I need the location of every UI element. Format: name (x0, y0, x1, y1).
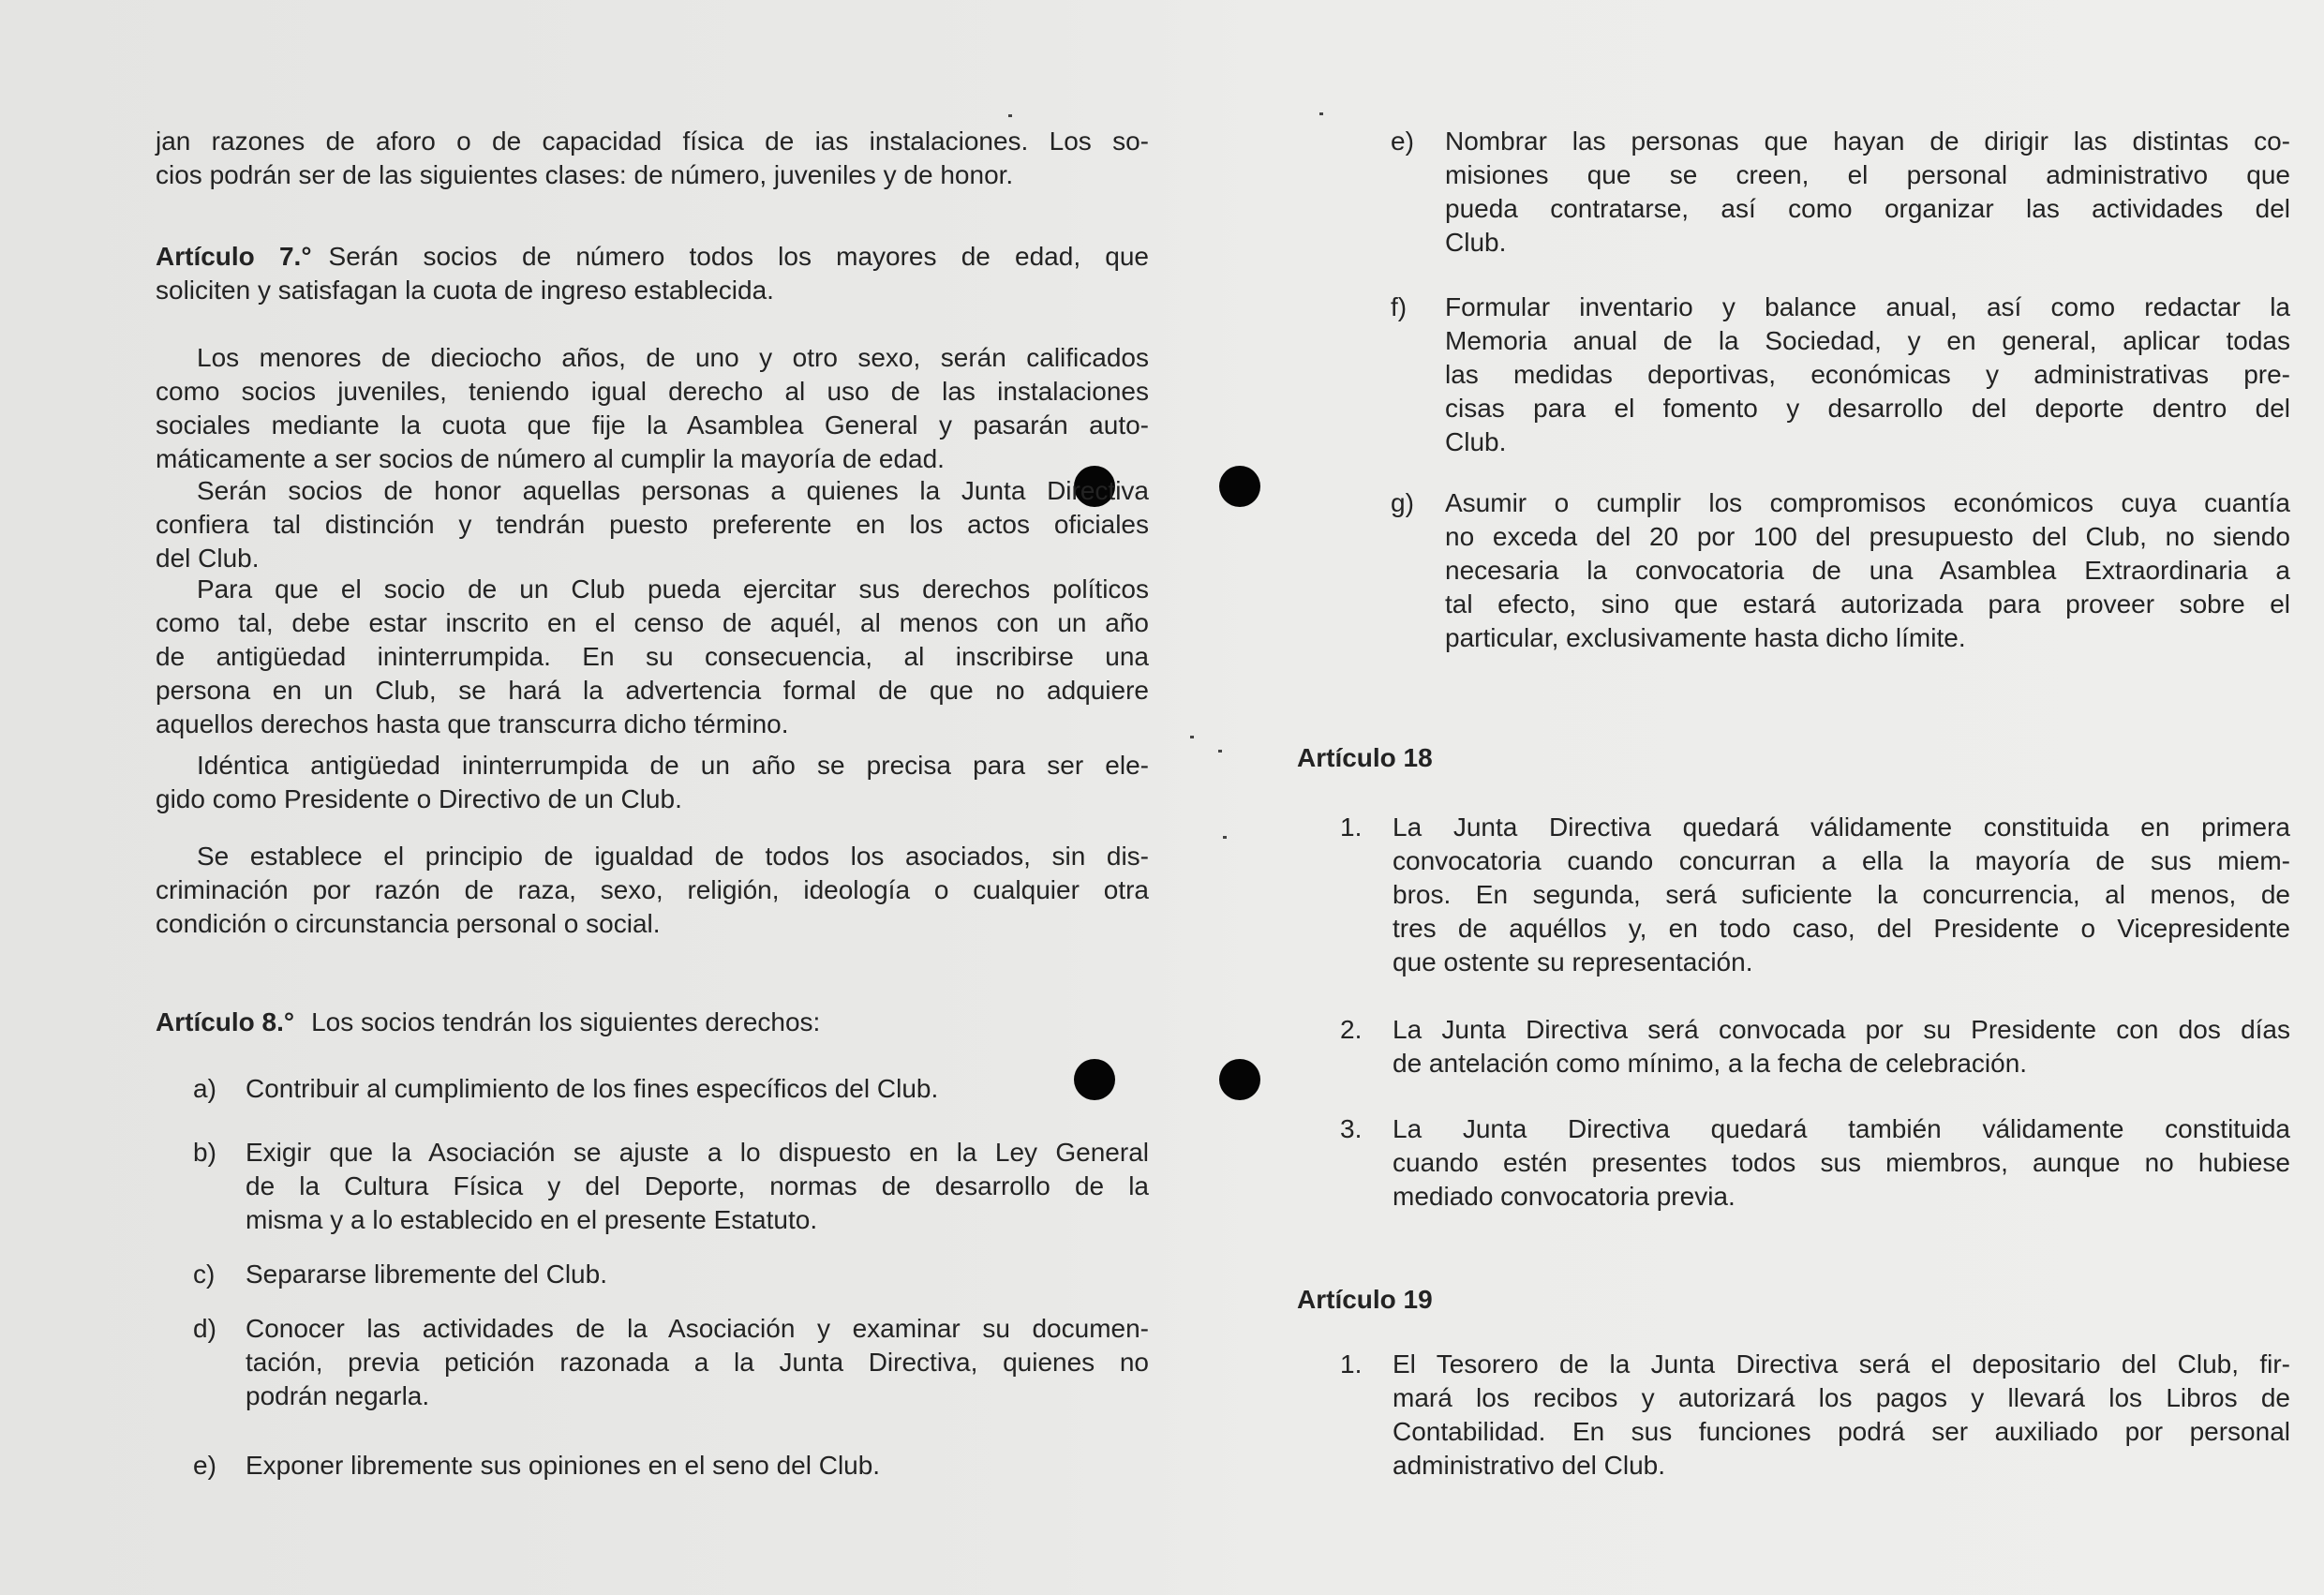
text-line: La Junta Directiva quedará también válidamente constituida (1393, 1114, 2290, 1143)
list-marker: c) (193, 1260, 216, 1289)
paragraph (156, 749, 1149, 816)
list-item (1340, 811, 2290, 979)
text-line: del Club. (156, 544, 260, 573)
scan-speck (1190, 736, 1194, 738)
text-line: Se establece el principio de igualdad de todos los asociados, sin dis- (197, 842, 1149, 871)
text-line: aquellos derechos hasta que transcurra dicho término. (156, 709, 789, 738)
scan-speck (1008, 114, 1012, 117)
text-line: Contabilidad. En sus funciones podrá ser auxiliado por personal (1393, 1417, 2290, 1446)
text-line: las medidas deportivas, económicas y administrativas pre- (1445, 360, 2290, 389)
text-line: Club. (1445, 228, 1507, 257)
text-line: tal efecto, sino que estará autorizada para proveer sobre el (1445, 589, 2290, 619)
paragraph (156, 125, 1149, 192)
text-line: persona en un Club, se hará la advertencia formal de que no adquiere (156, 676, 1149, 705)
punch-hole (1219, 1059, 1260, 1100)
list-item (193, 1136, 1149, 1237)
list-item-text (1393, 1348, 2290, 1483)
text-line: Exponer libremente sus opiniones en el seno del Club. (246, 1451, 881, 1480)
text-line: sociales mediante la cuota que fije la Asamblea General y pasarán auto- (156, 410, 1149, 440)
text-line: Memoria anual de la Sociedad, y en general, aplicar todas (1445, 326, 2290, 355)
list-marker: e) (193, 1451, 216, 1480)
text-line (156, 1006, 1149, 1039)
text-line: bros. En segunda, será suficiente la concurrencia, al menos, de (1393, 880, 2290, 909)
list-item (193, 1258, 1149, 1291)
text-line: Serán socios de honor aquellas personas a quienes la Junta Directiva (197, 476, 1149, 505)
article-paragraph (156, 1006, 1149, 1039)
text-line: cisas para el fomento y desarrollo del deporte dentro del (1445, 394, 2290, 423)
text-line: de antigüedad ininterrumpida. En su consecuencia, al inscribirse una (156, 642, 1149, 671)
text-line: Contribuir al cumplimiento de los fines específicos del Club. (246, 1074, 939, 1103)
text-line (156, 240, 1149, 274)
text-line: Conocer las actividades de la Asociación y examinar su documen- (246, 1314, 1149, 1343)
text-line: tación, previa petición razonada a la Junta Directiva, quienes no (246, 1348, 1149, 1377)
list-item-text (1445, 291, 2290, 459)
list-item (1340, 1013, 2290, 1081)
text-line: La Junta Directiva quedará válidamente constituida en primera (1393, 812, 2290, 842)
list-marker: b) (193, 1138, 216, 1167)
text-line-content: Los socios tendrán los siguientes derechos: (311, 1007, 821, 1036)
article-heading: Artículo 7.° (156, 242, 312, 271)
text-line: administrativo del Club. (1393, 1451, 1666, 1480)
list-item (193, 1312, 1149, 1413)
text-line: Club. (1445, 427, 1507, 456)
text-line: Idéntica antigüedad ininterrumpida de un año se precisa para ser ele- (197, 751, 1149, 780)
list-item (1391, 125, 2290, 260)
article-paragraph (156, 240, 1149, 307)
list-item (1391, 291, 2290, 459)
list-marker: 2. (1340, 1015, 1363, 1044)
list-item (193, 1072, 1149, 1106)
list-marker: g) (1391, 488, 1414, 517)
text-line: como tal, debe estar inscrito en el censo de aquél, al menos con un año (156, 608, 1149, 637)
paragraph (156, 573, 1149, 741)
text-line: como socios juveniles, teniendo igual derecho al uso de las instalaciones (156, 377, 1149, 406)
text-line: Asumir o cumplir los compromisos económicos cuya cuantía (1445, 488, 2290, 517)
article-heading: Artículo 18 (1297, 743, 1433, 772)
text-line: de la Cultura Física y del Deporte, normas de desarrollo de la (246, 1171, 1149, 1200)
text-line: condición o circunstancia personal o social. (156, 909, 661, 938)
text-line: de antelación como mínimo, a la fecha de celebración. (1393, 1049, 2028, 1078)
text-line: La Junta Directiva será convocada por su Presidente con dos días (1393, 1015, 2290, 1044)
text-line: Los menores de dieciocho años, de uno y otro sexo, serán calificados (197, 343, 1149, 372)
text-line: que ostente su representación. (1393, 947, 1753, 976)
list-item-text (246, 1449, 1149, 1483)
list-item (1340, 1348, 2290, 1483)
text-line: Exigir que la Asociación se ajuste a lo dispuesto en la Ley General (246, 1138, 1149, 1167)
article-heading: Artículo 8.° (156, 1007, 295, 1036)
text-line: cios podrán ser de las siguientes clases: de número, juveniles y de honor. (156, 160, 1014, 189)
paragraph (156, 474, 1149, 575)
article-heading: Artículo 19 (1297, 1285, 1433, 1314)
text-line: tres de aquéllos y, en todo caso, del Presidente o Vicepresidente (1393, 914, 2290, 943)
text-line: Nombrar las personas que hayan de dirigir las distintas co- (1445, 127, 2290, 156)
list-marker: f) (1391, 292, 1408, 321)
paragraph (156, 341, 1149, 476)
scan-speck (1223, 836, 1227, 839)
list-marker: 3. (1340, 1114, 1363, 1143)
list-item-text (246, 1136, 1149, 1237)
text-line: podrán negarla. (246, 1381, 430, 1410)
text-line: convocatoria cuando concurran a ella la mayoría de sus miem- (1393, 846, 2290, 875)
text-line: Separarse libremente del Club. (246, 1260, 607, 1289)
list-item-text (1393, 1013, 2290, 1081)
text-line: mediado convocatoria previa. (1393, 1182, 1736, 1211)
text-line: soliciten y satisfagan la cuota de ingreso establecida. (156, 276, 774, 305)
list-item-text (246, 1312, 1149, 1413)
list-item-text (246, 1072, 1149, 1106)
text-line: El Tesorero de la Junta Directiva será el depositario del Club, fir- (1393, 1349, 2290, 1379)
list-item-text (246, 1258, 1149, 1291)
text-line: Para que el socio de un Club pueda ejercitar sus derechos políticos (197, 574, 1149, 604)
text-line: misma y a lo establecido en el presente Estatuto. (246, 1205, 818, 1234)
punch-hole (1219, 466, 1260, 507)
list-marker: d) (193, 1314, 216, 1343)
list-item-text (1393, 811, 2290, 979)
text-line-content: Serán socios de número todos los mayores de edad, que (328, 242, 1150, 271)
text-line: pueda contratarse, así como organizar las actividades del (1445, 194, 2290, 223)
list-marker: 1. (1340, 1349, 1363, 1379)
list-item (1340, 1112, 2290, 1214)
paragraph (156, 840, 1149, 941)
list-item-text (1445, 486, 2290, 655)
scan-speck (1319, 112, 1323, 115)
text-line: criminación por razón de raza, sexo, religión, ideología o cualquier otra (156, 875, 1149, 904)
text-line: Formular inventario y balance anual, así como redactar la (1445, 292, 2290, 321)
list-item (1391, 486, 2290, 655)
text-line: no exceda del 20 por 100 del presupuesto del Club, no siendo (1445, 522, 2290, 551)
text-line: confiera tal distinción y tendrán puesto preferente en los actos oficiales (156, 510, 1149, 539)
text-line: misiones que se creen, el personal administrativo que (1445, 160, 2290, 189)
list-marker: 1. (1340, 812, 1363, 842)
list-marker: a) (193, 1074, 216, 1103)
list-marker: e) (1391, 127, 1414, 156)
text-line: necesaria la convocatoria de una Asamblea Extraordinaria a (1445, 556, 2290, 585)
scan-speck (1218, 750, 1222, 753)
text-line: jan razones de aforo o de capacidad física de ias instalaciones. Los so- (156, 127, 1149, 156)
list-item (193, 1449, 1149, 1483)
text-line: máticamente a ser socios de número al cumplir la mayoría de edad. (156, 444, 945, 473)
list-item-text (1445, 125, 2290, 260)
text-line: mará los recibos y autorizará los pagos y llevará los Libros de (1393, 1383, 2290, 1412)
list-item-text (1393, 1112, 2290, 1214)
text-line: gido como Presidente o Directivo de un Club. (156, 784, 682, 813)
text-line: cuando estén presentes todos sus miembros, aunque no hubiese (1393, 1148, 2290, 1177)
text-line: particular, exclusivamente hasta dicho límite. (1445, 623, 1966, 652)
